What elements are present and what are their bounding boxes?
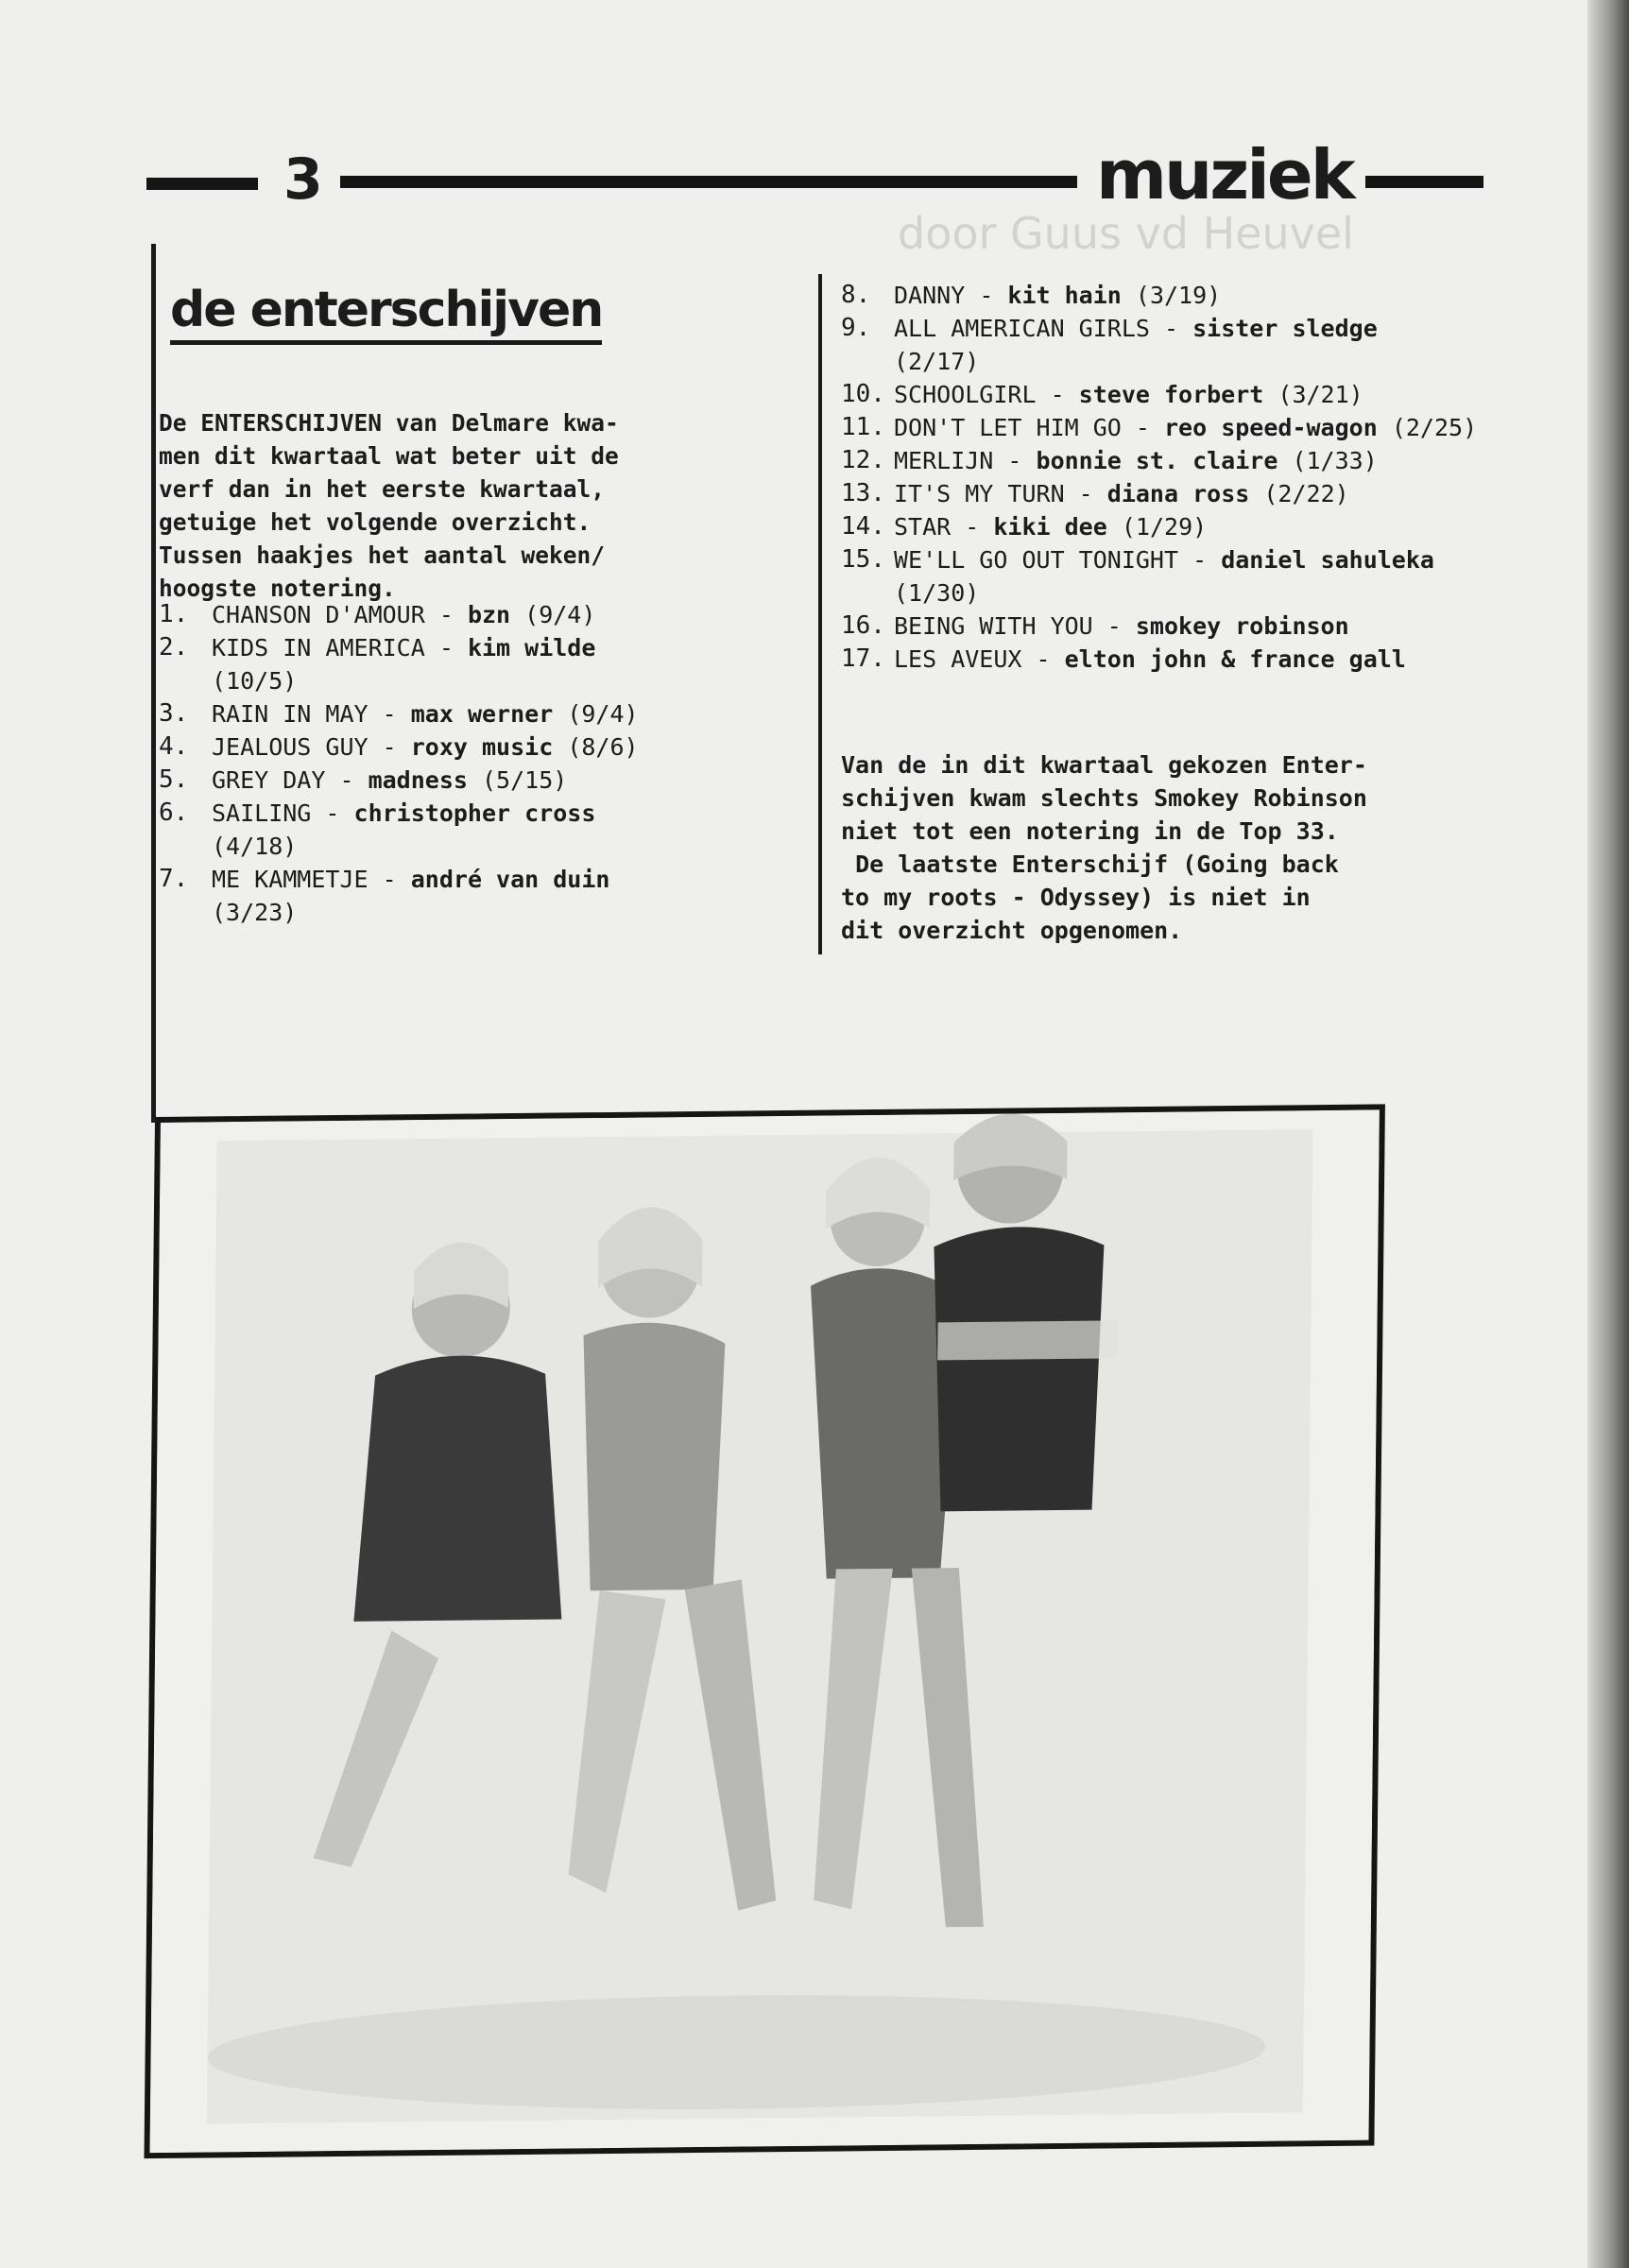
band-photo	[150, 1109, 1380, 2153]
chart-entry-stats: (3/23)	[212, 899, 298, 926]
chart-entry-stats: (5/15)	[482, 766, 568, 794]
chart-entry: 4. JEALOUS GUY - roxy music (8/6)	[159, 730, 726, 764]
header-rule-left	[146, 178, 258, 190]
chart-entry-artist: madness	[368, 766, 468, 794]
page-number: 3	[283, 146, 321, 213]
chart-entry-stats: (10/5)	[212, 667, 298, 695]
chart-entry-stats: (2/22)	[1263, 480, 1349, 507]
chart-entry: 8. DANNY - kit hain (3/19)	[841, 279, 1502, 312]
chart-entry: 16. BEING WITH YOU - smokey robinson	[841, 610, 1502, 643]
chart-entry-title: KIDS IN AMERICA	[212, 634, 425, 662]
chart-entry: 15. WE'LL GO OUT TONIGHT - daniel sahuleka (1/30)	[841, 545, 1434, 607]
chart-entry-artist: elton john & france gall	[1064, 645, 1406, 673]
chart-entry-number: 17.	[841, 644, 885, 673]
chart-entry: 12. MERLIJN - bonnie st. claire (1/33)	[841, 444, 1502, 477]
chart-entry: 13. IT'S MY TURN - diana ross (2/22)	[841, 477, 1502, 510]
chart-entry-title: RAIN IN MAY	[212, 700, 369, 728]
chart-entry-stats: (1/29)	[1121, 513, 1208, 541]
chart-entry-stats: (2/25)	[1391, 414, 1478, 441]
chart-entry-title: DON'T LET HIM GO	[894, 414, 1122, 441]
chart-entry-stats: (8/6)	[567, 733, 639, 761]
header-rule-middle	[340, 176, 1077, 188]
chart-entry-stats: (3/19)	[1135, 282, 1222, 309]
chart-entry: 2. KIDS IN AMERICA - kim wilde (10/5)	[159, 631, 726, 697]
chart-entry-number: 5.	[159, 765, 189, 794]
chart-entry-artist: sister sledge	[1192, 315, 1378, 342]
article-outro: Van de in dit kwartaal gekozen Enter- schijven kwam slechts Smokey Robinson niet tot een notering in de Top 33. De laatste Enterschijf (Going back to my roots - Odyssey) is niet in dit overzicht opgenomen.	[841, 751, 1367, 944]
chart-list-left	[159, 598, 726, 929]
chart-entry-number: 15.	[841, 545, 885, 574]
chart-entry-artist: andré van duin	[410, 866, 610, 893]
chart-entry-title: ALL AMERICAN GIRLS	[894, 315, 1150, 342]
chart-entry-stats: (9/4)	[524, 601, 596, 628]
chart-entry-title: SCHOOLGIRL	[894, 381, 1037, 408]
chart-entry-stats: (1/30)	[894, 579, 980, 607]
chart-entry: 3. RAIN IN MAY - max werner (9/4)	[159, 697, 726, 730]
article-heading: de enterschijven	[170, 282, 602, 345]
chart-entry-stats: (1/33)	[1292, 447, 1378, 474]
chart-entry-title: LES AVEUX	[894, 645, 1022, 673]
chart-entry-stats: (9/4)	[567, 700, 639, 728]
chart-entry: 5. GREY DAY - madness (5/15)	[159, 764, 726, 797]
left-column-rule	[151, 244, 156, 1123]
chart-entry-number: 10.	[841, 380, 885, 408]
chart-entry-title: SAILING	[212, 799, 312, 827]
header-rule-right	[1365, 176, 1483, 188]
chart-entry-number: 1.	[159, 600, 189, 628]
chart-entry-artist: reo speed-wagon	[1163, 414, 1378, 441]
chart-entry-number: 6.	[159, 799, 189, 827]
chart-entry-stats: (3/21)	[1277, 381, 1363, 408]
chart-entry-number: 4.	[159, 732, 189, 761]
chart-entry: 11. DON'T LET HIM GO - reo speed-wagon (2/25)	[841, 411, 1502, 444]
chart-entry-number: 12.	[841, 446, 885, 474]
chart-entry-number: 9.	[841, 314, 871, 342]
chart-entry: 14. STAR - kiki dee (1/29)	[841, 510, 1502, 543]
chart-entry-artist: bonnie st. claire	[1036, 447, 1278, 474]
section-title: muziek	[1096, 135, 1353, 215]
reverse-side-bleed-title: door Guus vd Heuvel	[898, 208, 1354, 259]
chart-entry-title: ME KAMMETJE	[212, 866, 369, 893]
chart-entry-title: WE'LL GO OUT TONIGHT	[894, 546, 1179, 574]
chart-entry-stats: (4/18)	[212, 833, 298, 860]
binding-shadow	[1587, 0, 1629, 2268]
band-photo-frame	[144, 1104, 1384, 2158]
chart-entry: 6. SAILING - christopher cross (4/18)	[159, 797, 726, 863]
chart-entry-artist: daniel sahuleka	[1221, 546, 1434, 574]
chart-entry-number: 8.	[841, 281, 871, 309]
chart-list-right	[841, 279, 1502, 676]
chart-entry-artist: christopher cross	[353, 799, 596, 827]
chart-entry: 17. LES AVEUX - elton john & france gall	[841, 643, 1502, 676]
chart-entry-artist: kiki dee	[993, 513, 1107, 541]
chart-entry-number: 3.	[159, 699, 189, 728]
chart-entry-artist: bzn	[467, 601, 511, 628]
chart-entry-number: 16.	[841, 611, 885, 640]
chart-entry-artist: steve forbert	[1078, 381, 1264, 408]
chart-entry-artist: kim wilde	[467, 634, 596, 662]
chart-entry-artist: diana ross	[1106, 480, 1250, 507]
chart-entry-number: 11.	[841, 413, 885, 441]
chart-entry-number: 14.	[841, 512, 885, 541]
chart-entry: 7. ME KAMMETJE - andré van duin (3/23)	[159, 863, 726, 929]
chart-entry-number: 13.	[841, 479, 885, 507]
chart-entry: 10. SCHOOLGIRL - steve forbert (3/21)	[841, 378, 1502, 411]
chart-entry-title: DANNY	[894, 282, 966, 309]
chart-entry-title: BEING WITH YOU	[894, 612, 1093, 640]
chart-entry-artist: smokey robinson	[1135, 612, 1349, 640]
chart-entry: 9. ALL AMERICAN GIRLS - sister sledge (2/17)	[841, 312, 1502, 378]
chart-entry-title: CHANSON D'AMOUR	[212, 601, 425, 628]
chart-entry-title: IT'S MY TURN	[894, 480, 1065, 507]
chart-entry: 1. CHANSON D'AMOUR - bzn (9/4)	[159, 598, 726, 631]
chart-entry-number: 7.	[159, 865, 189, 893]
chart-entry-stats: (2/17)	[894, 348, 980, 375]
chart-entry-title: JEALOUS GUY	[212, 733, 369, 761]
chart-entry-title: GREY DAY	[212, 766, 326, 794]
chart-entry-artist: max werner	[410, 700, 554, 728]
chart-entry-artist: roxy music	[410, 733, 554, 761]
chart-entry-title: MERLIJN	[894, 447, 994, 474]
chart-entry-title: STAR	[894, 513, 952, 541]
article-intro: De ENTERSCHIJVEN van Delmare kwa- men dit kwartaal wat beter uit de verf dan in het eerste kwartaal, getuige het volgende overzicht. Tussen haakjes het aantal weken/ hoogste notering.	[159, 409, 619, 602]
center-column-rule	[818, 274, 822, 954]
chart-entry-number: 2.	[159, 633, 189, 662]
chart-entry-artist: kit hain	[1007, 282, 1122, 309]
